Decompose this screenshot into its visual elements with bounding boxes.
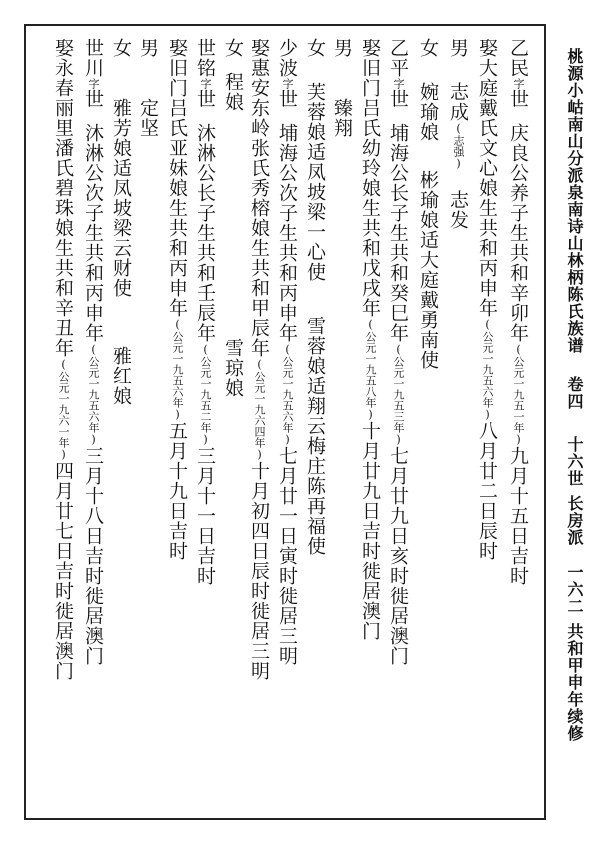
entry-yiping-sons [327,38,351,138]
birth-date: 九月十五日吉时 [507,446,529,586]
spouse-text: 娶永春丽里潘氏碧珠娘生共和辛丑年 [52,38,74,358]
spouse-year-note: (公元一九六一年) [57,358,70,461]
son-name: 定坚 [137,98,159,138]
daughters-label: 女 [417,38,439,58]
volume-label: 卷四 [565,376,584,410]
birth-year-note: (公元一九五一年) [512,343,525,446]
generation-marker: 世 [276,89,298,109]
daughter-name: 雪蓉娘适翔云梅庄陈再福使 [304,316,326,556]
birth-text: 埔海公次子生共和丙申年 [276,123,298,343]
branch-label: 长房派 [565,495,584,546]
person-name: 乙平 [387,38,409,78]
spouse-date: 八月廿二日辰时 [476,421,498,561]
entry-shiming-spouse [162,38,186,561]
generation-marker: 世 [82,89,104,109]
daughter-name: 芙蓉娘适凤坡梁一心使 [304,82,326,282]
sons-label: 男 [331,38,353,58]
spouse-date: 五月十九日吉时 [166,421,188,561]
entry-shiming-daughters [106,38,130,406]
birth-date: 三月十八日吉时徙居澳门 [82,446,104,666]
birth-year-note: (公元一九五三年) [392,343,405,446]
spouse-date: 十月初四日辰时徙居三明 [248,461,270,681]
son-name: 臻翔 [331,98,353,138]
birth-text: 沐淋公长子生共和壬辰年 [194,123,216,343]
spouse-year-note: (公元一九五八年) [364,318,377,421]
entry-shichuan-spouse [48,38,72,681]
page-number: 一六二 [565,564,584,615]
page-header [566,48,582,742]
daughter-name: 雅红娘 [110,346,132,406]
entry-yimin-daughters [413,38,437,370]
book-title: 桃源小岵南山分派泉南诗山林柄陈氏族谱 [565,48,584,354]
entry-shiming-sons [133,38,157,138]
entry-shaobo-daughters [218,38,242,398]
zi-marker: 字 [281,78,294,89]
birth-text: 沐淋公次子生共和丙申年 [82,123,104,343]
person-name: 世铭 [194,38,216,78]
daughters-label: 女 [304,38,326,58]
generation-label: 十六世 [565,436,584,487]
daughter-name: 彬瑜娘适大庭戴勇南使 [417,170,439,370]
son-name: 志成 [447,82,469,122]
person-name: 世川 [82,38,104,78]
entry-shaobo-line1 [272,38,296,666]
entry-yimin-line1 [503,38,527,586]
generation-marker: 世 [387,89,409,109]
daughter-name: 程娘 [222,72,244,112]
edition-label: 共和甲申年续修 [565,623,584,742]
spouse-date: 十月廿九日吉时徙居澳门 [359,421,381,641]
daughter-name: 雪琼娘 [222,338,244,398]
birth-text: 庆良公养子生共和辛卯年 [507,123,529,343]
spouse-text: 娶旧门吕氏亚妹娘生共和丙申年 [166,38,188,318]
daughter-name: 雅芳娘适凤坡梁云财使 [110,98,132,298]
entry-shichuan-line1 [78,38,102,666]
son-alias: (志强) [452,122,465,170]
son-name: 志发 [447,190,469,230]
person-name: 乙民 [507,38,529,78]
birth-date: 三月十一日吉时 [194,446,216,586]
spouse-text: 娶旧门吕氏幼玲娘生共和戊戌年 [359,38,381,318]
spouse-year-note: (公元一九六四年) [253,358,266,461]
zi-marker: 字 [392,78,405,89]
entry-yimin-sons [443,38,467,230]
entry-yiping-daughters [300,38,324,556]
birth-text: 埔海公长子生共和癸巳年 [387,123,409,343]
entry-shaobo-spouse [244,38,268,681]
sons-label: 男 [137,38,159,58]
daughter-name: 婉瑜娘 [417,82,439,142]
entry-shiming-line1 [190,38,214,586]
spouse-text: 娶惠安东岭张氏秀榕娘生共和甲辰年 [248,38,270,358]
daughters-label: 女 [222,38,244,58]
generation-marker: 世 [507,89,529,109]
generation-marker: 世 [194,89,216,109]
birth-year-note: (公元一九五六年) [87,343,100,446]
spouse-year-note: (公元一九五六年) [171,318,184,421]
birth-year-note: (公元一九五六年) [281,343,294,446]
zi-marker: 字 [87,78,100,89]
zi-marker: 字 [512,78,525,89]
sons-label: 男 [447,38,469,58]
birth-date: 七月廿一日寅时徙居三明 [276,446,298,666]
person-name: 少波 [276,38,298,78]
birth-year-note: (公元一九五二年) [199,343,212,446]
daughters-label: 女 [110,38,132,58]
spouse-date: 四月廿七日吉时徙居澳门 [52,461,74,681]
birth-date: 七月廿九日亥时徙居澳门 [387,446,409,666]
entry-yimin-spouse [472,38,496,561]
spouse-text: 娶大庭戴氏文心娘生共和丙申年 [476,38,498,318]
spouse-year-note: (公元一九五六年) [481,318,494,421]
entry-yiping-spouse [355,38,379,641]
entry-yiping-line1 [383,38,407,666]
zi-marker: 字 [199,78,212,89]
